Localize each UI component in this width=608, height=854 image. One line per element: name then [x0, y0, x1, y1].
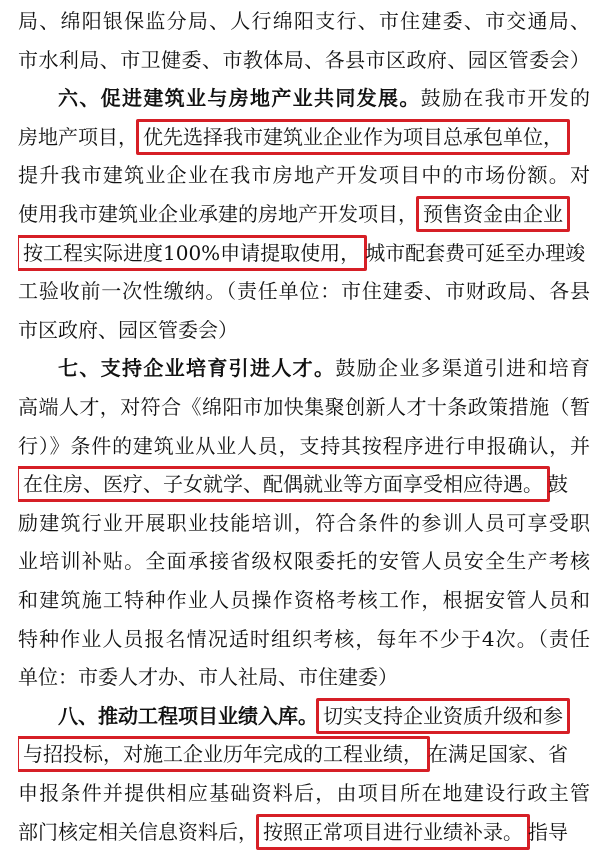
- text-span: 鼓励在我市开发的: [420, 86, 590, 111]
- paragraph-line: [18, 156, 590, 195]
- section-7-heading: 七、支持企业培育引进人才。: [58, 356, 336, 381]
- text-span: 市水利局、市卫健委、市教体局、各县市区政府、园区管委会）: [18, 47, 590, 72]
- paragraph-line: [18, 234, 590, 273]
- text-span: 行）》条件的建筑业从业人员，支持其按程序进行申报确认，并: [18, 433, 590, 458]
- paragraph-line: [18, 465, 590, 504]
- highlight-box: 预售资金由企业: [416, 196, 570, 232]
- text-span: 高端人才，对符合《绵阳市加快集聚创新人才十条政策措施（暂: [18, 395, 590, 419]
- text-span: 指导: [528, 819, 568, 844]
- highlight-box: 按照正常项目进行业绩补录。: [256, 814, 530, 850]
- text-span: 市区政府、园区管委会）: [18, 317, 238, 342]
- paragraph-line: [18, 41, 590, 80]
- text-span: 部门核定相关信息资料后，: [18, 819, 258, 844]
- highlight-box: 优先选择我市建筑业企业作为项目总承包单位，: [136, 119, 570, 155]
- paragraph-line: [18, 118, 590, 157]
- text-span: 工验收前一次性缴纳。（责任单位：市住建委、市财政局、各县: [18, 279, 590, 304]
- text-span: 使用我市建筑业企业承建的房地产开发项目，: [18, 202, 418, 226]
- text-span: 城市配套费可延至办理竣: [365, 240, 586, 265]
- text-span: 申报条件并提供相应基础资料后，由项目所在地建设行政主管: [18, 781, 590, 805]
- text-span: 和建筑施工特种作业人员操作资格考核工作，根据安管人员和: [18, 588, 590, 612]
- text-span: 鼓: [548, 472, 568, 497]
- highlight-box: 切实支持企业资质升级和参: [316, 698, 570, 734]
- paragraph-line: [18, 581, 590, 620]
- text-span: 鼓励企业多渠道引进和培育: [335, 356, 590, 381]
- paragraph-line: [18, 735, 590, 774]
- paragraph-line: [18, 388, 590, 427]
- paragraph-line: [18, 311, 590, 350]
- highlight-box: 与招投标，对施工企业历年完成的工程业绩，: [18, 736, 430, 772]
- paragraph-line: [18, 542, 590, 581]
- paragraph-line: [18, 504, 590, 543]
- paragraph-line: [18, 2, 590, 41]
- paragraph-line: [18, 427, 590, 466]
- paragraph-line: [18, 813, 590, 852]
- highlight-box: 按工程实际进度100%申请提取使用，: [18, 235, 367, 271]
- text-span: 在满足国家、省: [428, 742, 568, 767]
- text-span: 局、绵阳银保监分局、人行绵阳支行、市住建委、市交通局、: [18, 9, 590, 33]
- paragraph-line: [18, 774, 590, 813]
- section-8-heading: 八、推动工程项目业绩入库。: [58, 703, 318, 728]
- paragraph-line: [18, 620, 590, 659]
- paragraph-line: [18, 195, 590, 234]
- text-span: 房地产项目，: [18, 124, 138, 149]
- text-span: 提升我市建筑业企业在我市房地产开发项目中的市场份额。对: [18, 163, 590, 188]
- text-span: 特种作业人员报名情况适时组织考核，每年不少于4次。（责任: [18, 626, 590, 651]
- highlight-box: 在住房、医疗、子女就学、配偶就业等方面享受相应待遇。: [18, 466, 550, 502]
- text-span: 单位：市委人才办、市人社局、市住建委）: [18, 665, 398, 690]
- section-7-first-line: [58, 349, 590, 388]
- paragraph-line: [18, 658, 590, 697]
- text-span: 励建筑行业开展职业技能培训，符合条件的参训人员可享受职: [18, 510, 590, 535]
- section-6-heading: 六、促进建筑业与房地产业共同发展。: [58, 86, 421, 111]
- paragraph-line: [18, 272, 590, 311]
- section-8-first-line: [58, 697, 590, 736]
- section-6-first-line: [58, 79, 590, 118]
- text-span: 业培训补贴。全面承接省级权限委托的安管人员安全生产考核: [18, 549, 590, 574]
